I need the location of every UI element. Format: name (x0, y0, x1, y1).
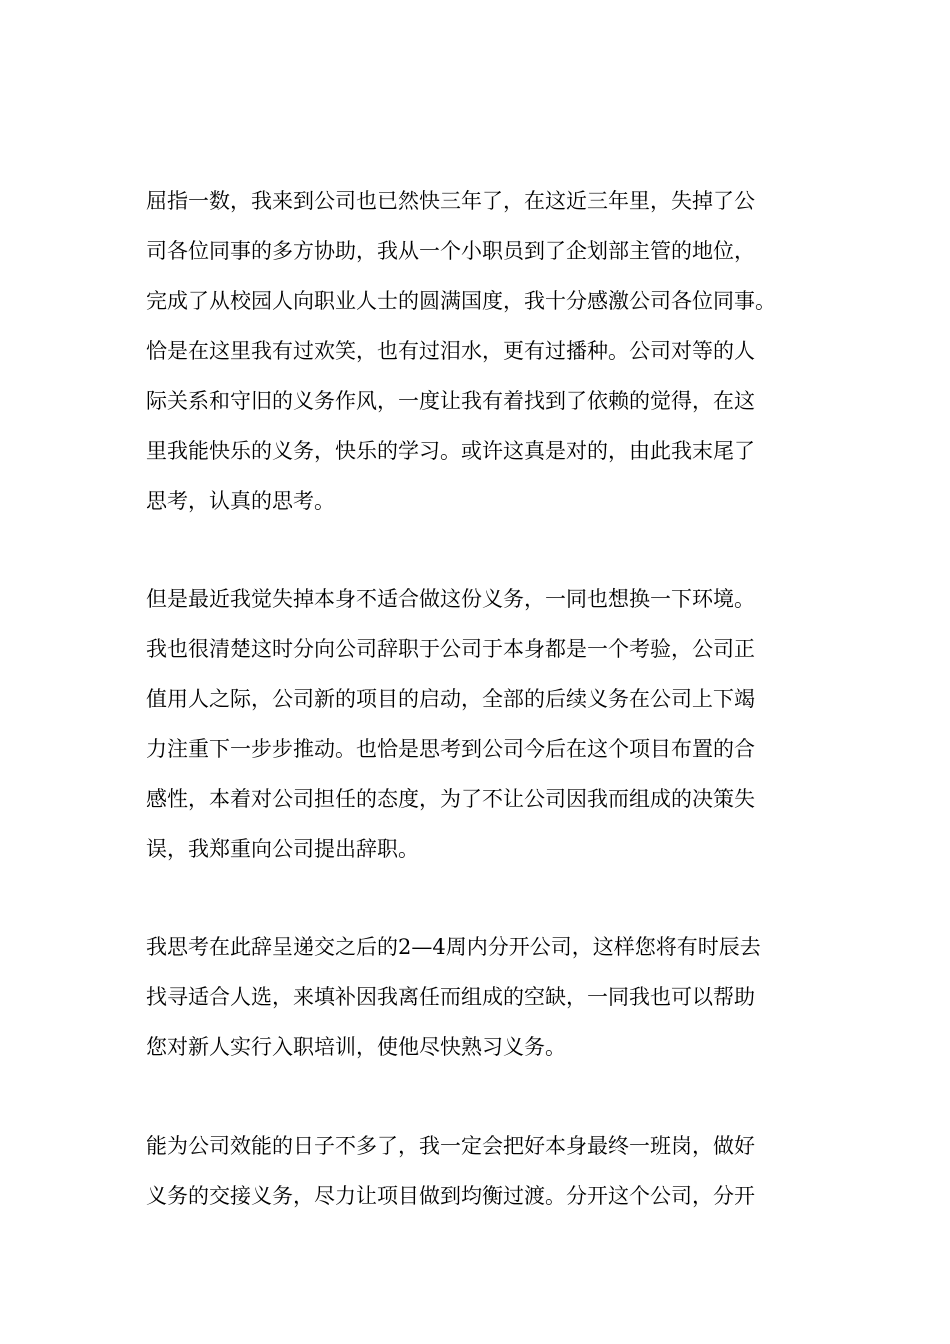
paragraph-4 (146, 1121, 816, 1221)
text-line: 您对新人实行入职培训，使他尽快熟习义务。 (146, 1035, 566, 1059)
text-line: 力注重下一步步推动。也恰是思考到公司今后在这个项目布置的合 (146, 737, 755, 761)
paragraph-2 (146, 574, 816, 874)
text-line: 能为公司效能的日子不多了，我一定会把好本身最终一班岗，做好 (146, 1134, 755, 1158)
paragraph-3 (146, 922, 816, 1072)
text-line: 屈指一数，我来到公司也已然快三年了，在这近三年里，失掉了公 (146, 189, 755, 213)
text-line: 找寻适合人选，来填补因我离任而组成的空缺，一同我也可以帮助 (146, 985, 755, 1009)
text-line: 思考，认真的思考。 (146, 489, 335, 513)
text-line: 但是最近我觉失掉本身不适合做这份义务，一同也想换一下环境。 (146, 587, 755, 611)
text-line: 里我能快乐的义务，快乐的学习。或许这真是对的，由此我末尾了 (146, 439, 755, 463)
text-line: 恰是在这里我有过欢笑，也有过泪水，更有过播种。公司对等的人 (146, 339, 755, 363)
text-line: 义务的交接义务，尽力让项目做到均衡过渡。分开这个公司，分开 (146, 1184, 755, 1208)
text-line: 完成了从校园人向职业人士的圆满国度，我十分感激公司各位同事。 (146, 289, 776, 313)
paragraph-1 (146, 176, 816, 526)
text-line: 值用人之际，公司新的项目的启动，全部的后续义务在公司上下竭 (146, 687, 755, 711)
text-line: 误，我郑重向公司提出辞职。 (146, 837, 419, 861)
text-line: 我思考在此辞呈递交之后的2—4周内分开公司，这样您将有时辰去 (146, 935, 761, 959)
text-line: 际关系和守旧的义务作风，一度让我有着找到了依赖的觉得，在这 (146, 389, 755, 413)
text-line: 司各位同事的多方协助，我从一个小职员到了企划部主管的地位， (146, 239, 755, 263)
text-line: 感性，本着对公司担任的态度，为了不让公司因我而组成的决策失 (146, 787, 755, 811)
text-line: 我也很清楚这时分向公司辞职于公司于本身都是一个考验，公司正 (146, 637, 755, 661)
